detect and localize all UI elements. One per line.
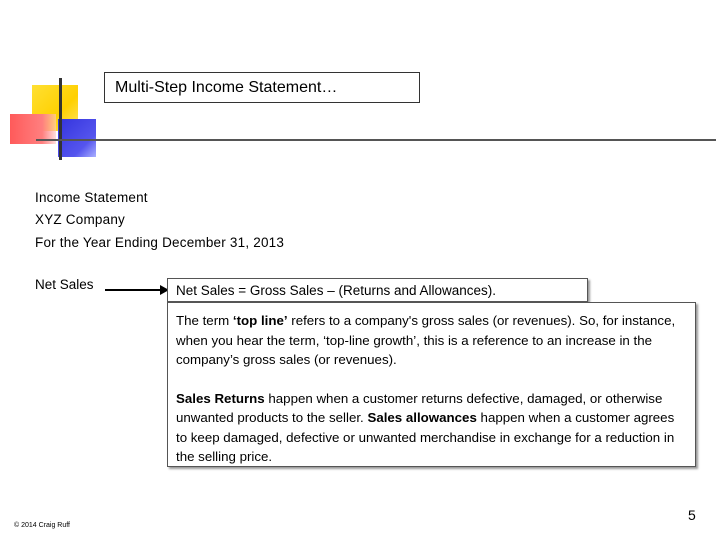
period-line: For the Year Ending December 31, 2013: [35, 235, 285, 250]
slide-title: [104, 72, 420, 103]
decor-vertical-line: [59, 78, 62, 160]
para1-bold: ‘top line’: [232, 313, 288, 328]
returns-paragraph: [176, 389, 687, 467]
para1-pre: The term: [176, 313, 233, 328]
arrow-line: [105, 289, 162, 291]
explanation-box: [167, 302, 696, 467]
para2-bold1: Sales Returns: [176, 390, 265, 406]
para2-mid: happen when a customer returns defective, damaged, or otherwise unwanted products to the seller.: [176, 390, 663, 425]
para1-post: refers to a company's gross sales (or revenues). So, for instance, when you hear the term, ‘top-line growth’, this is a reference to an increase in the company’s gross sales (or revenues).: [176, 313, 676, 367]
net-sales-label: Net Sales: [35, 277, 94, 292]
company-name: XYZ Company: [35, 212, 125, 227]
para2-post: happen when a customer agrees to keep damaged, defective or unwanted merchandise in exchange for a reduction in the selling price.: [176, 410, 675, 464]
copyright-notice: © 2014 Craig Ruff: [14, 522, 71, 529]
statement-title: Income Statement: [35, 190, 148, 205]
top-line-paragraph: [176, 311, 687, 370]
formula-text: Net Sales = Gross Sales – (Returns and Allowances).: [176, 282, 497, 298]
formula-box: [167, 278, 588, 302]
page-number: 5: [688, 507, 696, 523]
decor-blue-square: [58, 119, 96, 157]
decor-horizontal-rule: [36, 139, 716, 141]
para2-bold2: Sales allowances: [367, 410, 477, 425]
slide-title-text: Multi-Step Income Statement…: [115, 78, 338, 96]
